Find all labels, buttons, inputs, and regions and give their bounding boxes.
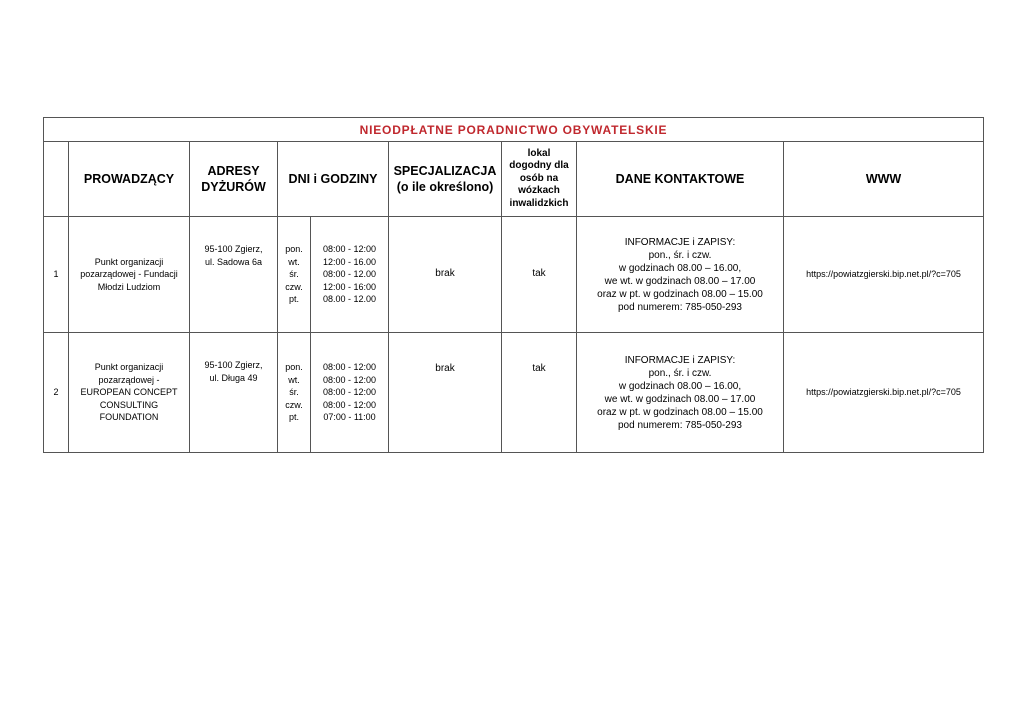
row-specialization: brak: [389, 333, 502, 453]
header-specialization: SPECJALIZACJA (o ile określono): [389, 142, 502, 217]
row-number: 2: [44, 333, 69, 453]
title-row: [44, 118, 984, 142]
header-contact: DANE KONTAKTOWE: [577, 142, 784, 217]
table-title: NIEODPŁATNE PORADNICTWO OBYWATELSKIE: [44, 118, 984, 142]
header-days-hours: DNI i GODZINY: [278, 142, 389, 217]
header-accessible: lokal dogodny dla osób na wózkach inwalidzkich: [502, 142, 577, 217]
row-accessible: tak: [502, 217, 577, 333]
table-row: [44, 333, 984, 453]
row-days: pon. wt. śr. czw. pt.: [278, 217, 311, 333]
header-addresses: ADRESY DYŻURÓW: [190, 142, 278, 217]
consultation-table: [43, 117, 984, 453]
row-hours: 08:00 - 12:00 08:00 - 12:00 08:00 - 12:00 08:00 - 12:00 07:00 - 11:00: [311, 333, 389, 453]
row-www-link[interactable]: https://powiatzgierski.bip.net.pl/?c=705: [784, 217, 984, 333]
row-provider: Punkt organizacji pozarządowej - EUROPEAN CONCEPT CONSULTING FOUNDATION: [69, 333, 190, 453]
header-provider: PROWADZĄCY: [69, 142, 190, 217]
row-address: 95-100 Zgierz, ul. Długa 49: [190, 333, 278, 453]
row-specialization: brak: [389, 217, 502, 333]
header-www: WWW: [784, 142, 984, 217]
row-www-link[interactable]: https://powiatzgierski.bip.net.pl/?c=705: [784, 333, 984, 453]
row-provider: Punkt organizacji pozarządowej - Fundacji Młodzi Ludziom: [69, 217, 190, 333]
row-address: 95-100 Zgierz, ul. Sadowa 6a: [190, 217, 278, 333]
header-number: [44, 142, 69, 217]
row-accessible: tak: [502, 333, 577, 453]
row-contact: INFORMACJE i ZAPISY: pon., śr. i czw. w godzinach 08.00 – 16.00, we wt. w godzinach 08.00 – 17.00 oraz w pt. w godzinach 08.00 – 15.00 pod numerem: 785-050-293: [577, 217, 784, 333]
row-hours: 08:00 - 12:00 12:00 - 16.00 08:00 - 12.00 12:00 - 16:00 08.00 - 12.00: [311, 217, 389, 333]
header-row: [44, 142, 984, 217]
table-row: [44, 217, 984, 333]
row-days: pon. wt. śr. czw. pt.: [278, 333, 311, 453]
row-number: 1: [44, 217, 69, 333]
row-contact: INFORMACJE i ZAPISY: pon., śr. i czw. w godzinach 08.00 – 16.00, we wt. w godzinach 08.00 – 17.00 oraz w pt. w godzinach 08.00 – 15.00 pod numerem: 785-050-293: [577, 333, 784, 453]
